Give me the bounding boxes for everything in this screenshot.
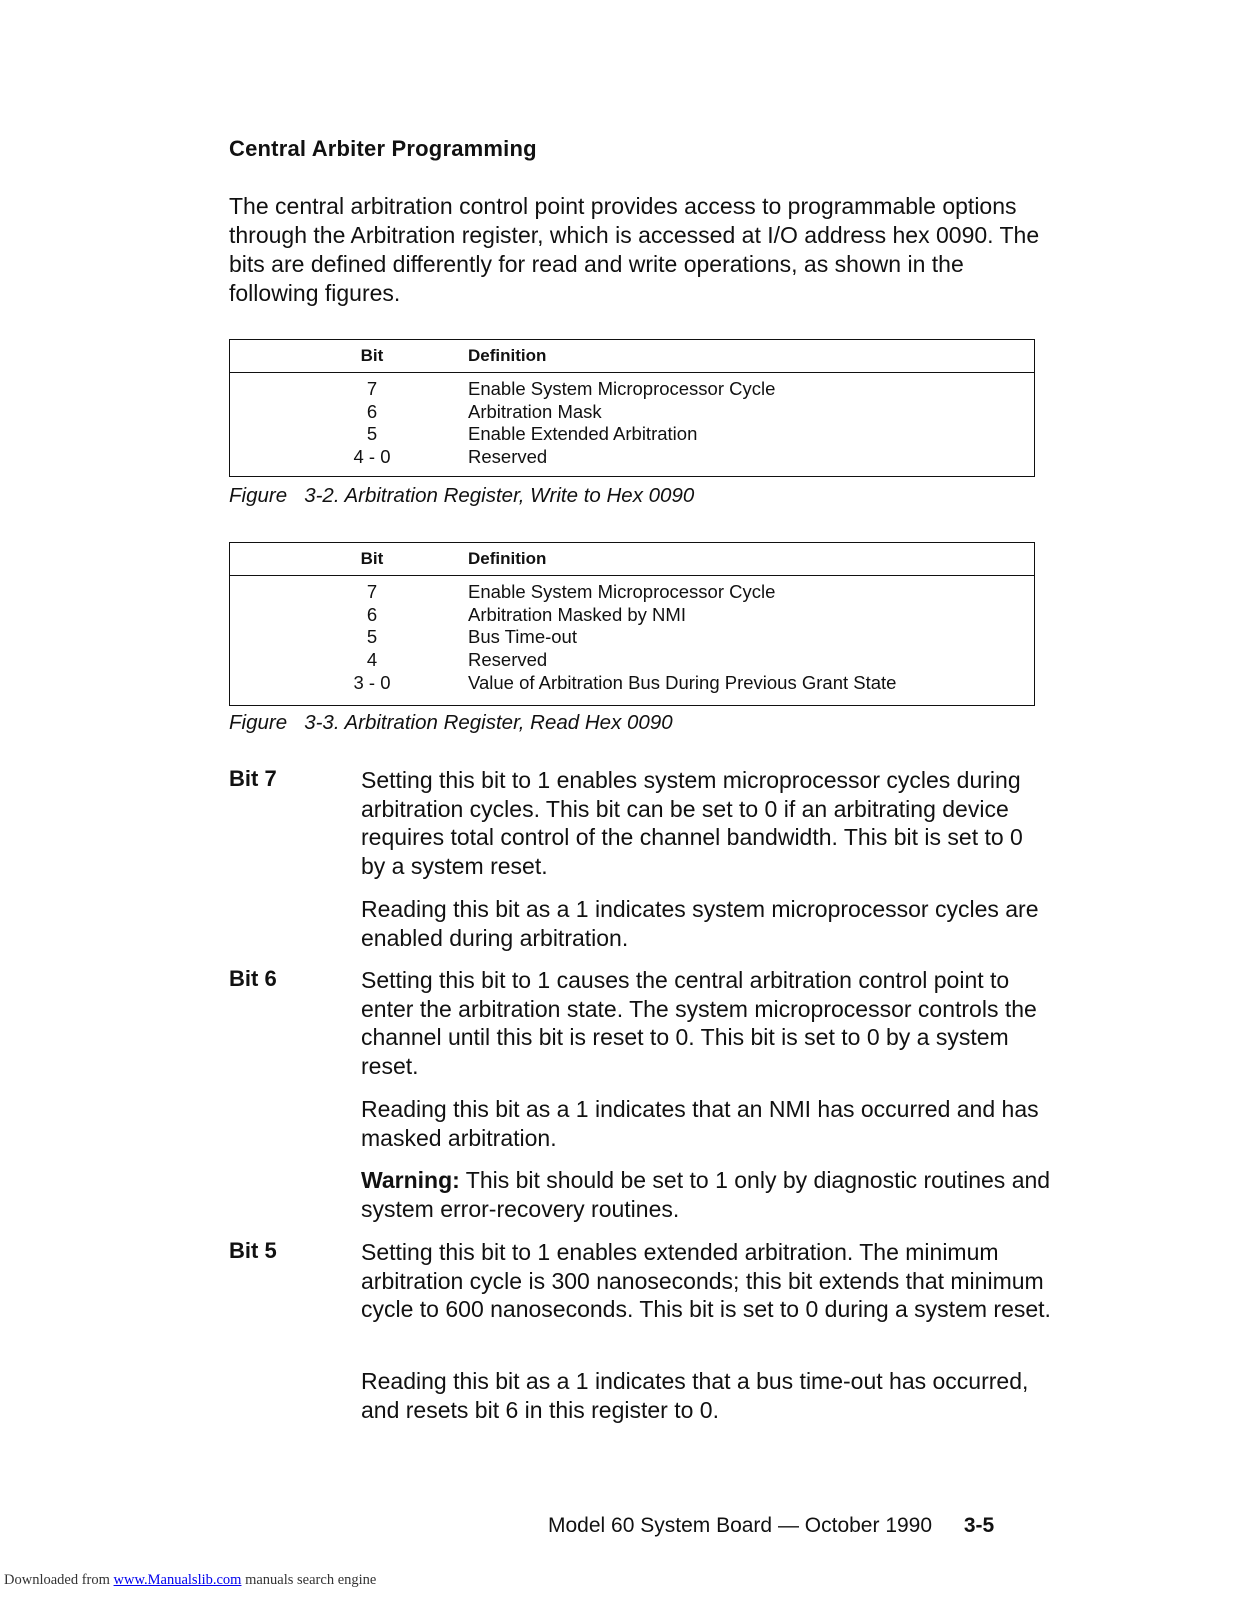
cell-bit: 4 <box>366 649 378 671</box>
bit-6-read-description: Reading this bit as a 1 indicates that an NMI has occurred and has masked arbitration. <box>361 1096 1039 1151</box>
table-header <box>230 340 1034 373</box>
bit-6-label: Bit 6 <box>229 966 277 991</box>
cell-bit: 6 <box>366 400 378 422</box>
table-row <box>230 649 1034 672</box>
column-header-bit: Bit <box>360 549 384 568</box>
cell-definition: Enable System Microprocessor Cycle <box>468 378 776 399</box>
cell-bit: 3 - 0 <box>353 671 391 693</box>
cell-definition: Enable System Microprocessor Cycle <box>468 581 776 602</box>
cell-definition: Value of Arbitration Bus During Previous Grant State <box>468 671 897 693</box>
cell-bit: 7 <box>366 581 378 602</box>
table-body <box>230 373 1034 473</box>
cell-definition: Reserved <box>468 446 548 468</box>
page-number: 3-5 <box>963 1514 995 1537</box>
page-footer <box>548 1514 994 1538</box>
bit-5-read-description: Reading this bit as a 1 indicates that a bus time-out has occurred, and resets bit 6 in this register to 0. <box>361 1368 1029 1423</box>
column-header-definition: Definition <box>468 549 547 568</box>
cell-definition: Enable Extended Arbitration <box>468 423 698 445</box>
table-header <box>230 543 1034 576</box>
bit-7-read-description: Reading this bit as a 1 indicates system microprocessor cycles are enabled during arbitration. <box>361 896 1039 951</box>
manualslib-link[interactable]: www.Manualslib.com <box>113 1572 242 1588</box>
bit-6-warning <box>361 1166 1051 1223</box>
cell-bit: 4 - 0 <box>353 446 391 468</box>
table-arbitration-read <box>229 542 1035 706</box>
cell-definition: Reserved <box>468 649 548 671</box>
watermark-prefix: Downloaded from <box>4 1572 114 1588</box>
download-watermark <box>4 1572 376 1589</box>
watermark-suffix: manuals search engine <box>241 1572 377 1588</box>
figure-caption-read: Figure 3-3. Arbitration Register, Read Hex 0090 <box>229 711 673 734</box>
bit-7-label: Bit 7 <box>229 766 277 791</box>
bit-5-label: Bit 5 <box>229 1238 277 1263</box>
table-body <box>230 576 1034 698</box>
table-row <box>230 446 1034 469</box>
table-row <box>230 604 1034 627</box>
cell-definition: Arbitration Mask <box>468 400 602 422</box>
bit-6-description: Setting this bit to 1 causes the central arbitration control point to enter the arbitration state. The system microprocessor controls the channel until this bit is reset to 0. This bit is set to 0 by a system reset. <box>361 967 1037 1079</box>
cell-definition: Bus Time-out <box>468 626 577 648</box>
cell-definition: Arbitration Masked by NMI <box>468 603 686 625</box>
footer-title: Model 60 System Board — October 1990 <box>548 1514 933 1537</box>
column-header-bit: Bit <box>360 346 384 365</box>
intro-paragraph: The central arbitration control point provides access to programmable options through the Arbitration register, which is accessed at I/O address hex 0090. The bits are defined differently for read and write operations, as shown in the following figures. <box>229 193 1040 306</box>
table-row <box>230 378 1034 401</box>
bit-7-description: Setting this bit to 1 enables system microprocessor cycles during arbitration cycles. This bit can be set to 0 if an arbitrating device requires total control of the channel bandwidth. This bit is set to 0 by a system reset. <box>361 767 1023 879</box>
table-row <box>230 581 1034 604</box>
table-arbitration-write <box>229 339 1035 477</box>
section-heading: Central Arbiter Programming <box>229 136 537 161</box>
table-row <box>230 672 1034 695</box>
cell-bit: 6 <box>366 603 378 625</box>
table-row <box>230 626 1034 649</box>
table-row <box>230 423 1034 446</box>
bit-5-description: Setting this bit to 1 enables extended arbitration. The minimum arbitration cycle is 300 nanoseconds; this bit extends that minimum cycle to 600 nanoseconds. This bit is set to 0 during a system reset. <box>361 1239 1051 1323</box>
cell-bit: 5 <box>366 423 378 445</box>
cell-bit: 7 <box>366 378 378 399</box>
warning-text: This bit should be set to 1 only by diagnostic routines and system error-recovery routines. <box>361 1167 1051 1222</box>
cell-bit: 5 <box>366 626 378 648</box>
table-row <box>230 401 1034 424</box>
column-header-definition: Definition <box>468 346 547 365</box>
figure-caption-write: Figure 3-2. Arbitration Register, Write to Hex 0090 <box>229 484 695 507</box>
warning-label: Warning: <box>361 1167 460 1193</box>
